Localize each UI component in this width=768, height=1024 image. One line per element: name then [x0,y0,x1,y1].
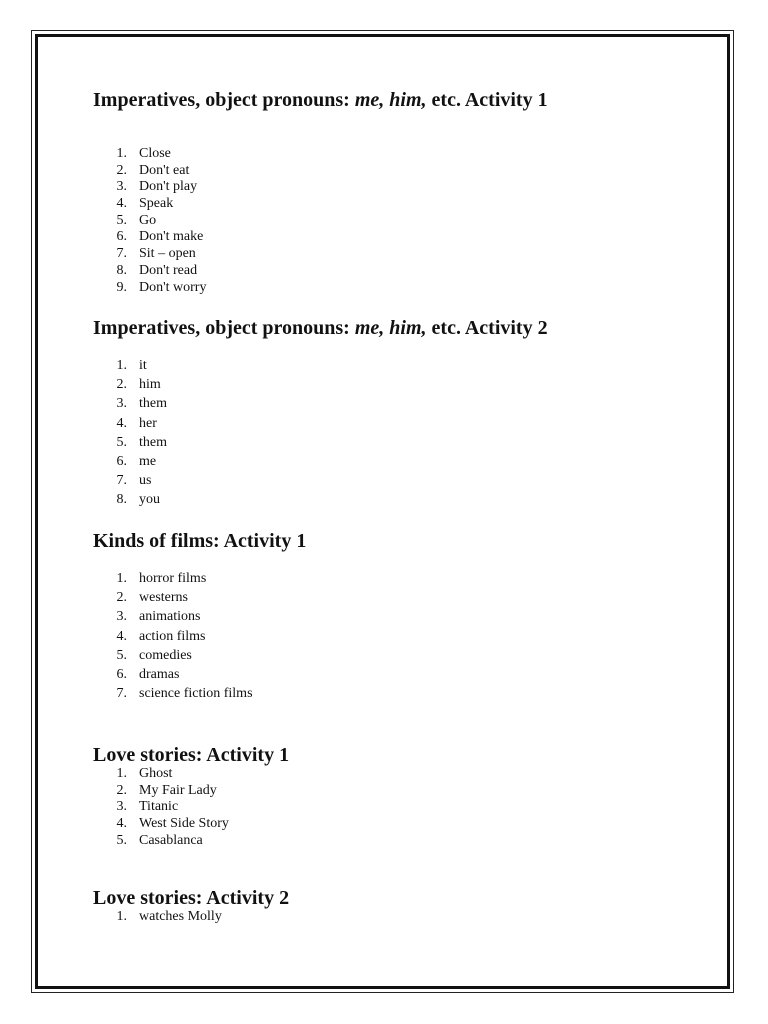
list-item [93,375,713,394]
item-number: 3. [116,179,127,195]
item-answer: him [139,377,161,393]
item-answer: animations [139,609,201,625]
list-item [93,433,713,452]
list-item [93,684,713,703]
list-item [93,833,713,850]
list-item [93,452,713,471]
list-item [93,627,713,646]
item-number: 7. [116,473,127,489]
item-answer: watches Molly [139,909,222,924]
item-number: 2. [116,782,127,798]
item-answer: me [139,453,157,469]
list-item [93,246,713,263]
list-item [93,196,713,213]
item-answer: her [139,415,157,431]
item-number: 4. [116,196,127,212]
item-number: 9. [116,279,127,295]
item-number: 1. [116,571,127,586]
item-number: 1. [116,146,127,161]
list-item [93,179,713,196]
item-number: 6. [116,666,127,682]
item-answer: Speak [139,196,174,212]
item-answer: them [139,396,167,412]
item-answer: Don't make [139,229,204,245]
list-item [93,799,713,816]
list-item [93,163,713,180]
item-answer: Casablanca [139,832,203,848]
answer-list [93,766,713,849]
section-heading [93,529,713,553]
item-answer: Don't play [139,179,198,195]
section-imperatives-activity-2 [93,316,713,510]
heading-text: Kinds of films: Activity 1 [93,530,307,552]
section-love-stories-activity-1 [93,743,713,849]
answer-list [93,356,713,510]
heading-text: Imperatives, object pronouns: [93,89,355,111]
item-number: 8. [116,492,127,508]
answer-list [93,909,713,926]
heading-text: Love stories: Activity 2 [93,887,290,909]
list-item [93,909,713,926]
item-number: 3. [116,609,127,625]
heading-text: Love stories: Activity 1 [93,744,290,766]
item-number: 1. [116,909,127,924]
item-number: 7. [116,246,127,262]
heading-text-suffix: etc. Activity 2 [426,317,548,339]
section-love-stories-activity-2 [93,886,713,926]
item-answer: Go [139,212,157,228]
list-item [93,146,713,163]
item-answer: science fiction films [139,686,253,702]
item-answer: westerns [139,590,188,606]
item-number: 5. [116,212,127,228]
item-answer: West Side Story [139,816,229,832]
list-item [93,816,713,833]
list-item [93,263,713,280]
item-answer: comedies [139,647,192,663]
item-answer: horror films [139,571,207,586]
section-kinds-of-films-activity-1 [93,529,713,703]
list-item [93,490,713,509]
list-item [93,766,713,783]
item-number: 5. [116,832,127,848]
heading-emphasis: me, him, [354,89,427,111]
section-imperatives-activity-1 [93,88,713,296]
heading-emphasis: me, him, [354,317,427,339]
heading-text: Imperatives, object pronouns: [93,317,355,339]
item-answer: action films [139,628,206,644]
list-item [93,569,713,588]
answer-list [93,146,713,296]
item-number: 3. [116,396,127,412]
list-item [93,471,713,490]
item-number: 5. [116,434,127,450]
item-answer: My Fair Lady [139,782,217,798]
list-item [93,646,713,665]
list-item [93,213,713,230]
item-number: 4. [116,628,127,644]
item-answer: Don't eat [139,162,190,178]
item-answer: Ghost [139,766,173,781]
section-heading [93,88,713,112]
item-number: 7. [116,686,127,702]
list-item [93,607,713,626]
list-item [93,414,713,433]
section-heading [93,886,713,910]
list-item [93,280,713,297]
section-heading [93,743,713,767]
item-answer: us [139,473,152,489]
item-answer: Sit – open [139,246,196,262]
list-item [93,783,713,800]
item-number: 6. [116,229,127,245]
item-answer: it [139,358,147,373]
item-answer: Titanic [139,799,179,815]
heading-text-suffix: etc. Activity 1 [426,89,548,111]
item-answer: them [139,434,167,450]
item-answer: you [139,492,160,508]
list-item [93,356,713,375]
item-number: 3. [116,799,127,815]
item-number: 4. [116,415,127,431]
list-item [93,229,713,246]
section-heading [93,316,713,340]
item-number: 1. [116,358,127,373]
item-number: 8. [116,262,127,278]
item-number: 2. [116,590,127,606]
item-answer: Don't read [139,262,198,278]
item-number: 5. [116,647,127,663]
item-answer: Don't worry [139,279,207,295]
item-answer: dramas [139,666,180,682]
item-number: 2. [116,377,127,393]
list-item [93,665,713,684]
item-answer: Close [139,146,171,161]
item-number: 4. [116,816,127,832]
answer-list [93,569,713,703]
item-number: 2. [116,162,127,178]
item-number: 1. [116,766,127,781]
list-item [93,588,713,607]
list-item [93,394,713,413]
item-number: 6. [116,453,127,469]
